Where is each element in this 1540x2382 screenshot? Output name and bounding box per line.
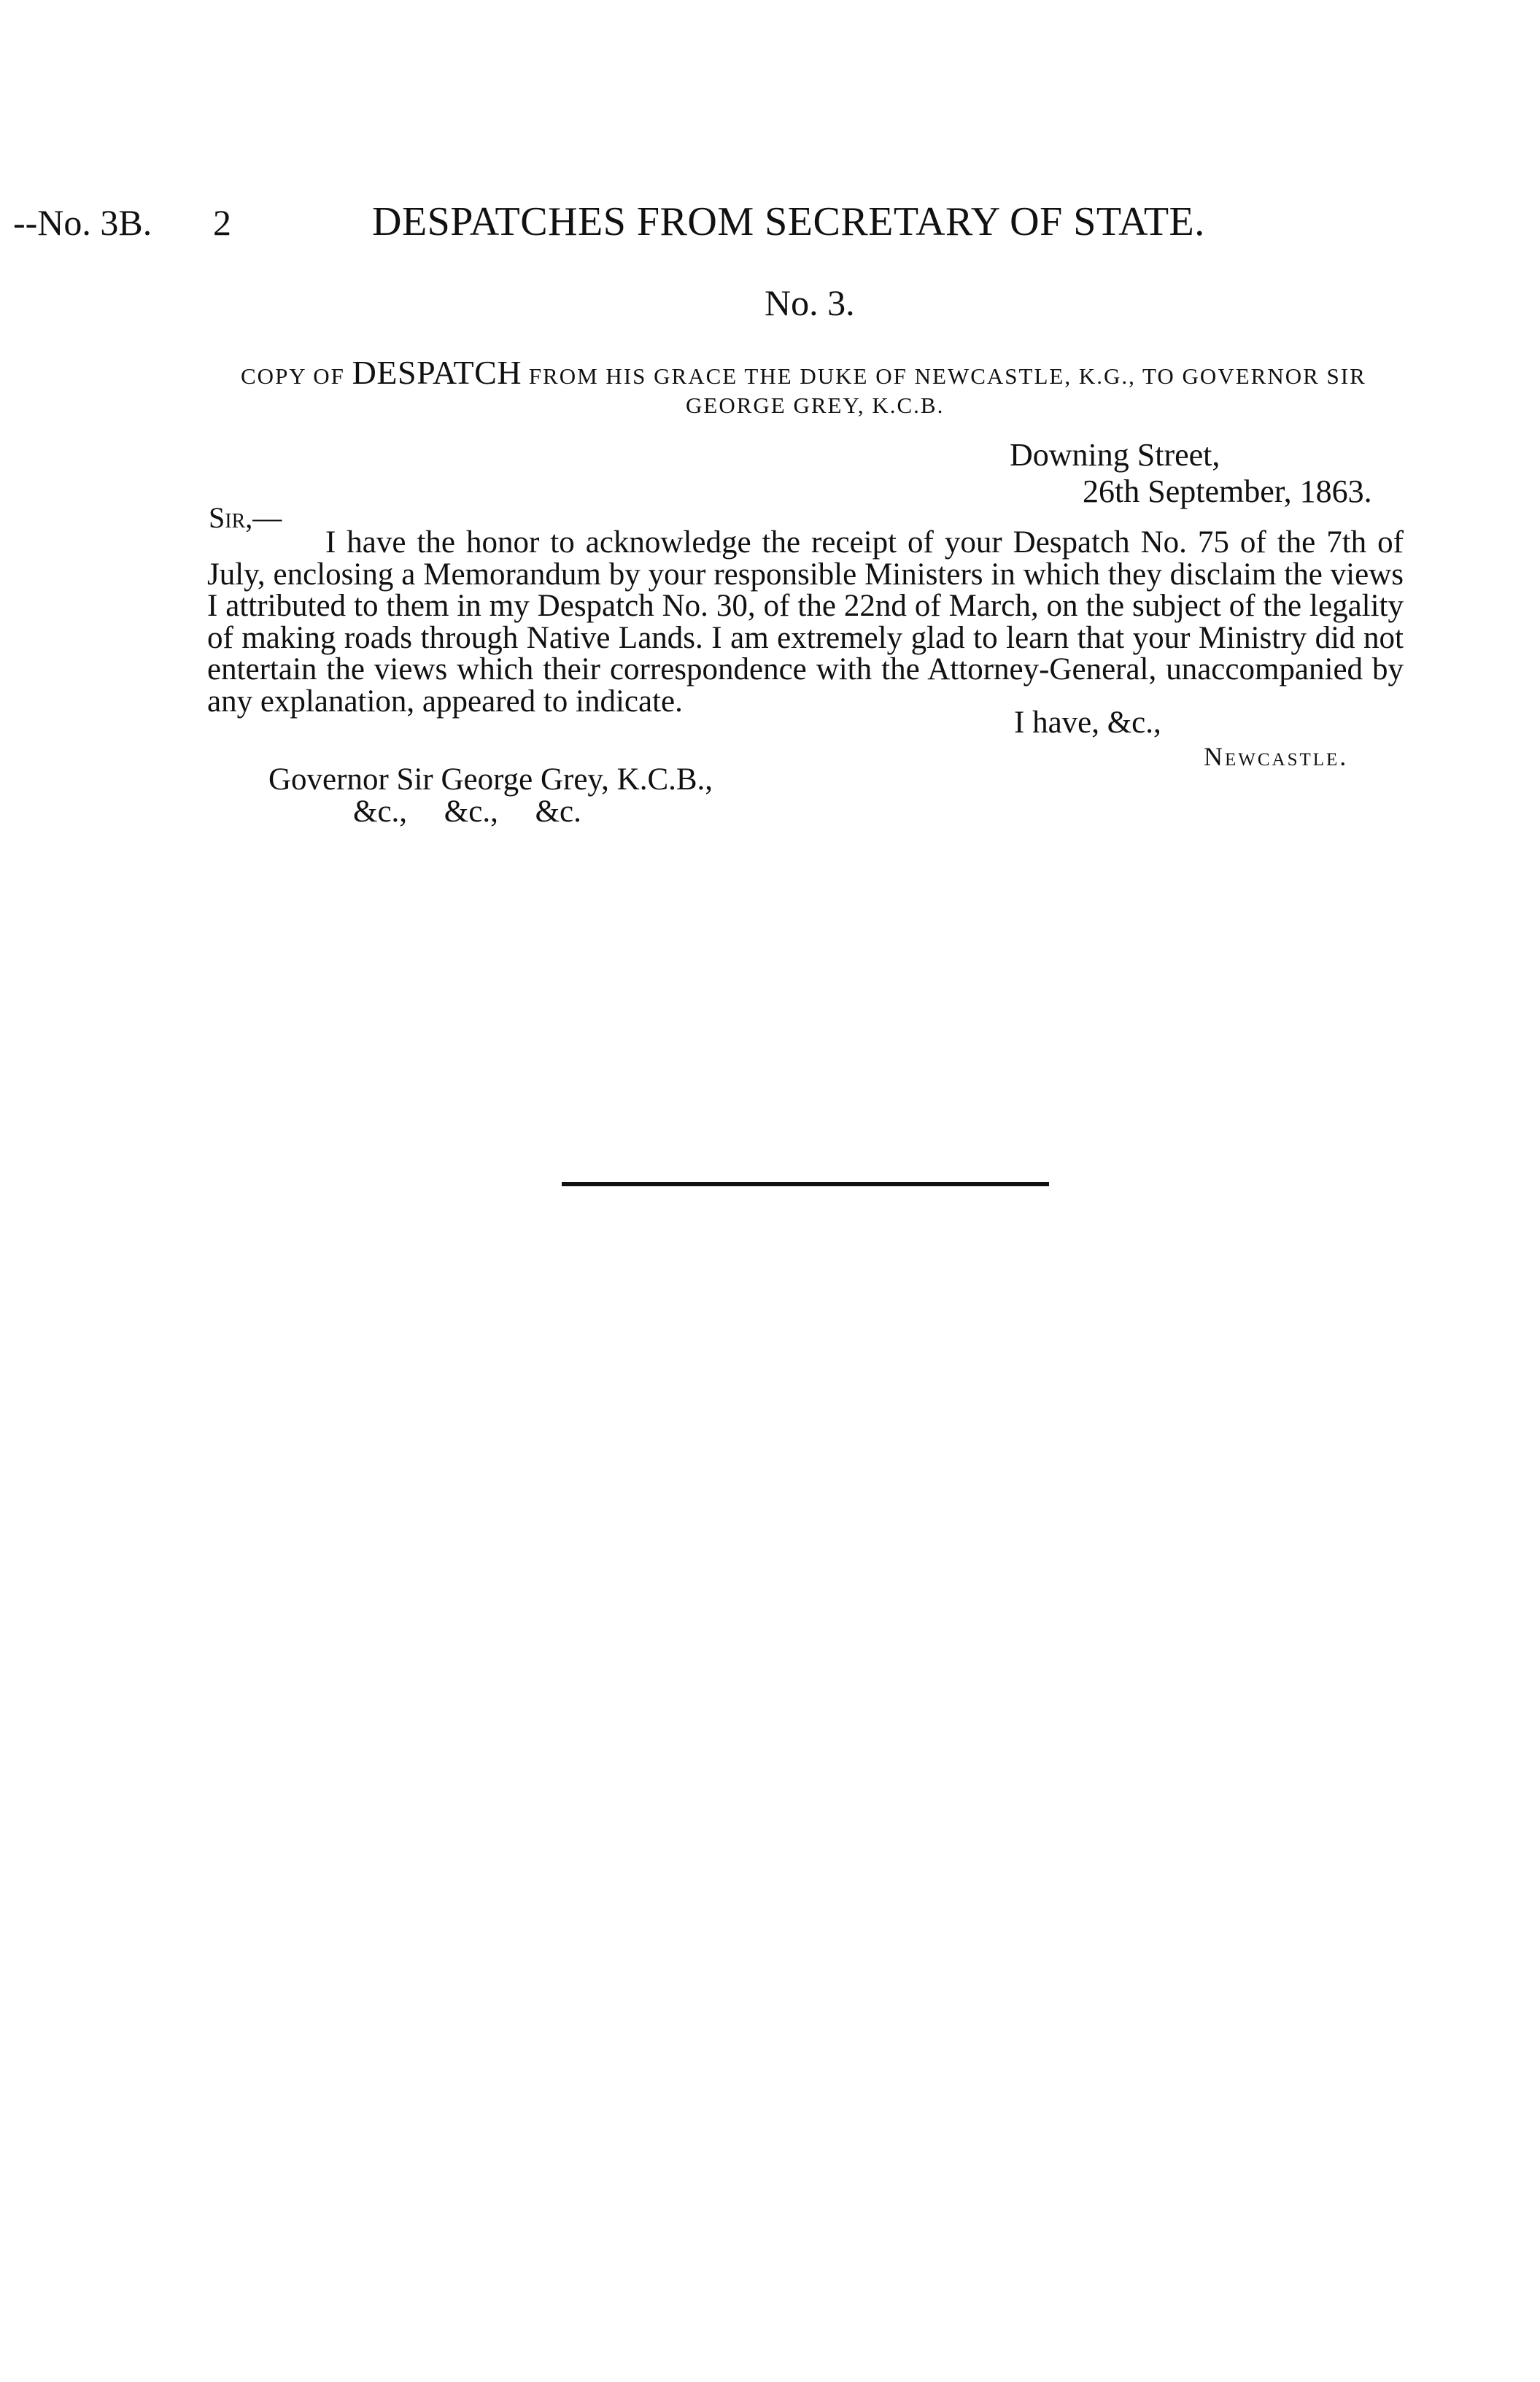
caption-line-1-rest: FROM HIS GRACE THE DUKE OF NEWCASTLE, K.G., TO GOVERNOR SIR [528, 363, 1366, 389]
caption-copy-of: COPY OF [241, 363, 345, 389]
page-number: 2 [213, 202, 231, 243]
addressee-line-2: &c., &c., &c. [353, 794, 581, 829]
closing: I have, &c., [1014, 705, 1161, 740]
addressee-line-1: Governor Sir George Grey, K.C.B., [268, 762, 713, 797]
closing-rule [562, 1182, 1049, 1186]
despatch-number: No. 3. [765, 282, 855, 323]
header-reference: --No. 3B. [13, 202, 152, 243]
caption-despatch-word: DESPATCH [352, 354, 522, 391]
salutation: Sir,— [209, 501, 282, 534]
signature: Newcastle. [1204, 742, 1349, 771]
despatch-place: Downing Street, [1010, 437, 1220, 473]
despatch-body: I have the honor to acknowledge the receipt of your Despatch No. 75 of the 7th of July, enclosing a Memorandum by your responsible Ministers in which they disclaim the views I attributed to them in my Despatch No. 30, of the 22nd of March, on the subject of the legality of making roads through Native Lands. I am extremely glad to learn that your Ministry did not entertain the views which their correspondence with the Attorney-General, unaccompanied by any explanation, appeared to indicate. [207, 525, 1404, 719]
despatch-caption-line-1 [241, 353, 1366, 392]
despatch-date: 26th September, 1863. [1083, 473, 1372, 509]
running-title: DESPATCHES FROM SECRETARY OF STATE. [372, 199, 1205, 244]
despatch-caption-line-2: GEORGE GREY, K.C.B. [686, 393, 945, 418]
